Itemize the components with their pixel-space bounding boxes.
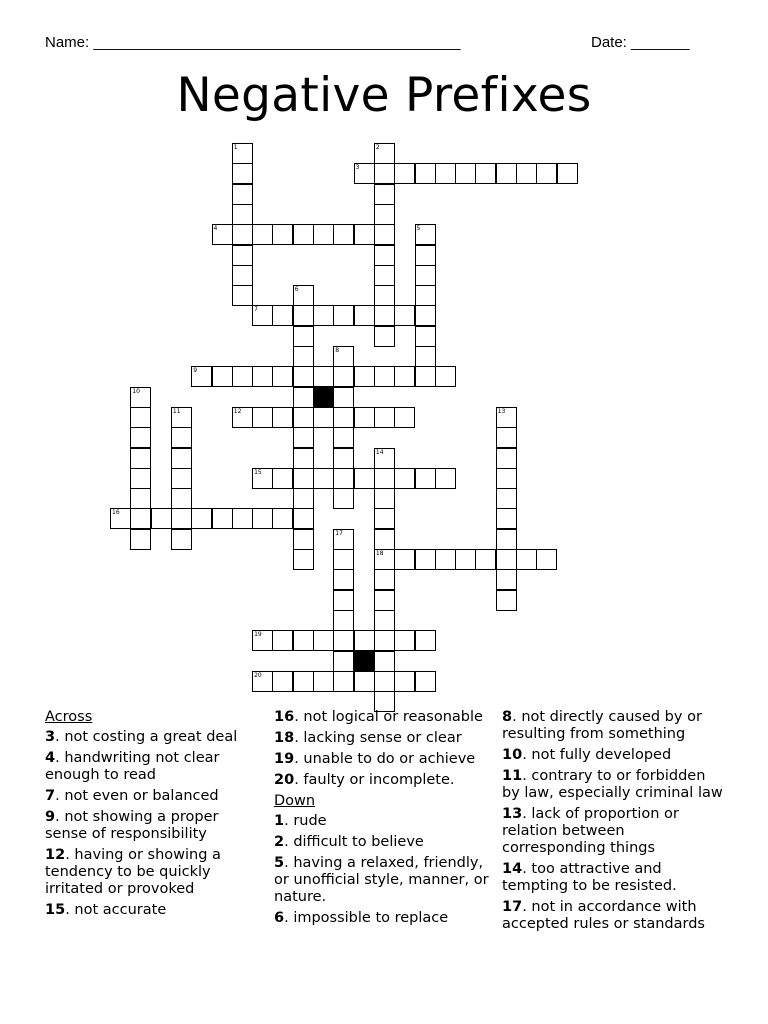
grid-cell[interactable] <box>232 143 253 164</box>
clue-number: 17 <box>335 529 343 537</box>
grid-cell[interactable] <box>354 366 375 387</box>
grid-cell[interactable] <box>293 488 314 509</box>
clue-number: 19 <box>254 631 262 639</box>
grid-cell[interactable] <box>394 630 415 651</box>
grid-cell[interactable] <box>110 508 131 529</box>
clue-number: 8 <box>335 347 340 354</box>
grid-cell[interactable] <box>191 508 212 529</box>
grid-cell[interactable] <box>333 224 354 245</box>
clue-number: 13 <box>497 407 506 415</box>
grid-cell[interactable] <box>171 468 192 489</box>
grid-cell[interactable] <box>293 224 314 245</box>
grid-cell[interactable] <box>232 245 253 266</box>
grid-cell[interactable] <box>232 508 253 529</box>
grid-cell[interactable] <box>374 468 395 489</box>
grid-cell[interactable] <box>557 163 578 184</box>
grid-cell[interactable] <box>252 305 273 326</box>
grid-cell[interactable] <box>415 468 436 489</box>
grid-cell[interactable] <box>272 305 293 326</box>
clue-across-15: 15. not accurate <box>45 902 167 918</box>
grid-cell[interactable] <box>293 448 314 469</box>
grid-cell[interactable] <box>272 630 293 651</box>
grid-cell[interactable] <box>313 468 334 489</box>
grid-cell[interactable] <box>496 427 517 448</box>
grid-cell[interactable] <box>333 488 354 509</box>
grid-cell[interactable] <box>415 285 436 306</box>
grid-cell[interactable] <box>293 305 314 326</box>
grid-cell[interactable] <box>333 366 354 387</box>
grid-cell[interactable] <box>333 549 354 570</box>
grid-cell[interactable] <box>496 590 517 611</box>
clue-across-7: 7. not even or balanced <box>45 788 219 804</box>
grid-cell[interactable] <box>354 671 375 692</box>
grid-cell[interactable] <box>374 366 395 387</box>
grid-cell[interactable] <box>354 407 375 428</box>
grid-cell[interactable] <box>374 184 395 205</box>
black-square <box>354 651 375 672</box>
grid-cell[interactable] <box>171 508 192 529</box>
grid-cell[interactable] <box>496 468 517 489</box>
grid-cell[interactable] <box>130 427 151 448</box>
clue-number: 11 <box>172 407 181 415</box>
grid-cell[interactable] <box>435 549 456 570</box>
grid-cell[interactable] <box>475 163 496 184</box>
grid-cell[interactable] <box>394 407 415 428</box>
grid-cell[interactable] <box>171 448 192 469</box>
grid-cell[interactable] <box>374 529 395 550</box>
name-field[interactable]: Name: ____________________________________________ <box>45 34 461 51</box>
grid-cell[interactable] <box>374 610 395 631</box>
grid-cell[interactable] <box>536 163 557 184</box>
grid-cell[interactable] <box>313 407 334 428</box>
grid-cell[interactable] <box>516 549 537 570</box>
grid-cell[interactable] <box>252 630 273 651</box>
clue-number: 9 <box>193 367 198 375</box>
grid-cell[interactable] <box>354 163 375 184</box>
across-heading: Across <box>45 709 93 725</box>
grid-cell[interactable] <box>374 549 395 570</box>
grid-cell[interactable] <box>171 407 192 428</box>
clue-down-11: 11. contrary to or forbidden by law, especially criminal law <box>502 768 723 801</box>
grid-cell[interactable] <box>333 387 354 408</box>
grid-cell[interactable] <box>313 671 334 692</box>
clue-number: 14 <box>375 448 384 456</box>
grid-cell[interactable] <box>212 508 233 529</box>
grid-cell[interactable] <box>415 163 436 184</box>
grid-cell[interactable] <box>333 610 354 631</box>
grid-cell[interactable] <box>333 407 354 428</box>
grid-cell[interactable] <box>293 285 314 306</box>
grid-cell[interactable] <box>435 468 456 489</box>
clue-column-2 <box>274 709 489 931</box>
grid-cell[interactable] <box>496 448 517 469</box>
grid-cell[interactable] <box>272 366 293 387</box>
grid-cell[interactable] <box>232 285 253 306</box>
grid-cell[interactable] <box>415 671 436 692</box>
grid-cell[interactable] <box>293 427 314 448</box>
clue-down-6: 6. impossible to replace <box>274 910 449 926</box>
grid-cell[interactable] <box>252 224 273 245</box>
clue-number: 6 <box>294 286 299 294</box>
grid-cell[interactable] <box>415 346 436 367</box>
clue-number: 7 <box>254 306 258 314</box>
grid-cell[interactable] <box>374 285 395 306</box>
grid-cell[interactable] <box>516 163 537 184</box>
grid-cell[interactable] <box>130 387 151 408</box>
clue-across-19: 19. unable to do or achieve <box>274 751 476 767</box>
grid-cell[interactable] <box>496 407 517 428</box>
down-heading: Down <box>274 793 316 809</box>
clue-down-14: 14. too attractive and tempting to be resisted. <box>502 861 677 894</box>
clue-down-13: 13. lack of proportion or relation between corresponding things <box>502 806 679 856</box>
grid-cell[interactable] <box>333 448 354 469</box>
grid-cell[interactable] <box>374 143 395 164</box>
clue-number: 1 <box>233 144 238 151</box>
grid-cell[interactable] <box>394 163 415 184</box>
grid-cell[interactable] <box>293 407 314 428</box>
clue-down-8: 8. not directly caused by or resulting from something <box>502 709 702 742</box>
grid-cell[interactable] <box>394 366 415 387</box>
clue-number: 20 <box>254 671 262 679</box>
grid-cell[interactable] <box>171 427 192 448</box>
grid-cell[interactable] <box>313 366 334 387</box>
grid-cell[interactable] <box>496 508 517 529</box>
grid-cell[interactable] <box>415 245 436 266</box>
grid-cell[interactable] <box>313 224 334 245</box>
grid-cell[interactable] <box>496 529 517 550</box>
clue-across-9: 9. not showing a proper sense of responsibility <box>45 809 219 842</box>
grid-cell[interactable] <box>252 407 273 428</box>
grid-cell[interactable] <box>374 224 395 245</box>
grid-cell[interactable] <box>293 387 314 408</box>
grid-cell[interactable] <box>374 265 395 286</box>
grid-cell[interactable] <box>415 224 436 245</box>
grid-cell[interactable] <box>415 326 436 347</box>
grid-cell[interactable] <box>252 508 273 529</box>
clue-across-18: 18. lacking sense or clear <box>274 730 462 746</box>
grid-cell[interactable] <box>415 366 436 387</box>
grid-cell[interactable] <box>272 407 293 428</box>
grid-cell[interactable] <box>374 204 395 225</box>
clue-down-1: 1. rude <box>274 813 327 829</box>
grid-cell[interactable] <box>394 671 415 692</box>
grid-cell[interactable] <box>374 671 395 692</box>
grid-cell[interactable] <box>374 590 395 611</box>
grid-cell[interactable] <box>374 407 395 428</box>
grid-cell[interactable] <box>252 468 273 489</box>
grid-cell[interactable] <box>333 346 354 367</box>
grid-cell[interactable] <box>272 671 293 692</box>
name-date-line <box>45 34 705 51</box>
clue-down-10: 10. not fully developed <box>502 747 672 763</box>
clue-across-20: 20. faulty or incomplete. <box>274 772 455 788</box>
grid-cell[interactable] <box>232 265 253 286</box>
clue-number: 4 <box>213 225 218 233</box>
grid-cell[interactable] <box>455 549 476 570</box>
grid-cell[interactable] <box>130 488 151 509</box>
clue-number: 3 <box>355 164 360 172</box>
grid-cell[interactable] <box>374 448 395 469</box>
grid-cell[interactable] <box>415 630 436 651</box>
grid-cell[interactable] <box>374 305 395 326</box>
black-square <box>313 387 334 408</box>
clue-number: 18 <box>375 550 384 557</box>
grid-cell[interactable] <box>293 630 314 651</box>
clue-column-1 <box>45 709 260 923</box>
grid-cell[interactable] <box>374 488 395 509</box>
grid-cell[interactable] <box>333 671 354 692</box>
clue-down-17: 17. not in accordance with accepted rules or standards <box>502 899 705 932</box>
grid-cell[interactable] <box>415 549 436 570</box>
grid-cell[interactable] <box>191 366 212 387</box>
grid-cell[interactable] <box>130 448 151 469</box>
clue-column-3 <box>502 709 727 937</box>
grid-cell[interactable] <box>171 529 192 550</box>
grid-cell[interactable] <box>212 366 233 387</box>
grid-cell[interactable] <box>374 326 395 347</box>
grid-cell[interactable] <box>232 204 253 225</box>
grid-cell[interactable] <box>272 508 293 529</box>
grid-cell[interactable] <box>354 224 375 245</box>
grid-cell[interactable] <box>354 305 375 326</box>
grid-cell[interactable] <box>232 184 253 205</box>
grid-cell[interactable] <box>293 529 314 550</box>
grid-cell[interactable] <box>374 508 395 529</box>
grid-cell[interactable] <box>333 468 354 489</box>
grid-cell[interactable] <box>394 305 415 326</box>
grid-cell[interactable] <box>333 651 354 672</box>
grid-cell[interactable] <box>293 468 314 489</box>
grid-cell[interactable] <box>354 468 375 489</box>
grid-cell[interactable] <box>313 305 334 326</box>
grid-cell[interactable] <box>313 630 334 651</box>
grid-cell[interactable] <box>333 630 354 651</box>
grid-cell[interactable] <box>394 549 415 570</box>
grid-cell[interactable] <box>496 163 517 184</box>
grid-cell[interactable] <box>475 549 496 570</box>
grid-cell[interactable] <box>374 163 395 184</box>
clue-number: 2 <box>375 144 380 151</box>
grid-cell[interactable] <box>333 529 354 550</box>
grid-cell[interactable] <box>415 305 436 326</box>
grid-cell[interactable] <box>394 468 415 489</box>
grid-cell[interactable] <box>293 346 314 367</box>
clue-number: 12 <box>233 407 242 415</box>
grid-cell[interactable] <box>415 265 436 286</box>
clue-number: 16 <box>112 509 120 517</box>
grid-cell[interactable] <box>293 508 314 529</box>
grid-cell[interactable] <box>252 671 273 692</box>
date-field[interactable]: Date: _______ <box>591 34 690 51</box>
clue-number: 5 <box>416 225 421 233</box>
grid-cell[interactable] <box>354 630 375 651</box>
grid-cell[interactable] <box>130 407 151 428</box>
grid-cell[interactable] <box>130 468 151 489</box>
grid-cell[interactable] <box>496 488 517 509</box>
clue-across-3: 3. not costing a great deal <box>45 729 238 745</box>
grid-cell[interactable] <box>171 488 192 509</box>
grid-cell[interactable] <box>536 549 557 570</box>
grid-cell[interactable] <box>496 569 517 590</box>
grid-cell[interactable] <box>232 366 253 387</box>
clue-across-4: 4. handwriting not clear enough to read <box>45 750 220 783</box>
grid-cell[interactable] <box>496 549 517 570</box>
grid-cell[interactable] <box>151 508 172 529</box>
grid-cell[interactable] <box>455 163 476 184</box>
grid-cell[interactable] <box>374 569 395 590</box>
grid-cell[interactable] <box>374 651 395 672</box>
grid-cell[interactable] <box>293 366 314 387</box>
clue-number: 15 <box>254 468 262 476</box>
grid-cell[interactable] <box>333 569 354 590</box>
clue-across-12: 12. having or showing a tendency to be quickly irritated or provoked <box>45 847 221 897</box>
grid-cell[interactable] <box>333 427 354 448</box>
clue-across-16: 16. not logical or reasonable <box>274 709 483 725</box>
clue-number: 10 <box>132 387 140 395</box>
grid-cell[interactable] <box>130 508 151 529</box>
grid-cell[interactable] <box>232 407 253 428</box>
grid-cell[interactable] <box>293 671 314 692</box>
grid-cell[interactable] <box>333 590 354 611</box>
grid-cell[interactable] <box>374 630 395 651</box>
grid-cell[interactable] <box>252 366 273 387</box>
clue-down-5: 5. having a relaxed, friendly, or unofficial style, manner, or nature. <box>274 855 489 905</box>
grid-cell[interactable] <box>374 245 395 266</box>
grid-cell[interactable] <box>212 224 233 245</box>
grid-cell[interactable] <box>130 529 151 550</box>
grid-cell[interactable] <box>272 224 293 245</box>
grid-cell[interactable] <box>333 305 354 326</box>
grid-cell[interactable] <box>435 163 456 184</box>
page-title: Negative Prefixes <box>176 68 592 123</box>
grid-cell[interactable] <box>272 468 293 489</box>
grid-cell[interactable] <box>293 326 314 347</box>
grid-cell[interactable] <box>232 163 253 184</box>
clue-down-2: 2. difficult to believe <box>274 834 424 850</box>
grid-cell[interactable] <box>435 366 456 387</box>
grid-cell[interactable] <box>232 224 253 245</box>
grid-cell[interactable] <box>293 549 314 570</box>
